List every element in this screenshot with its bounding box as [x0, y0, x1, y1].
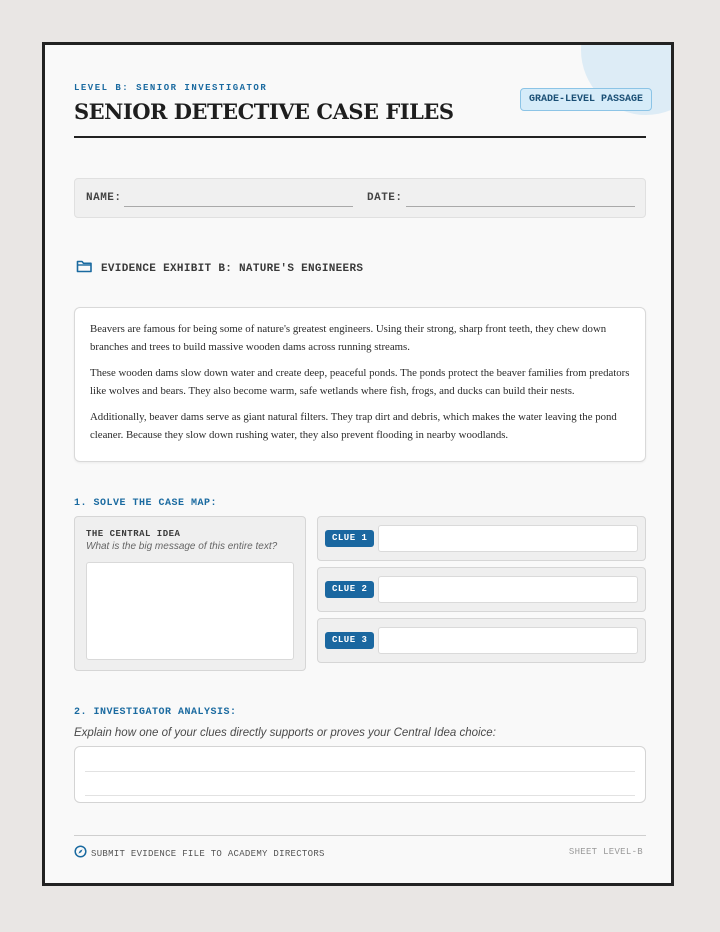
clue-card-1 [317, 516, 646, 561]
central-idea-answer-box[interactable] [86, 562, 294, 660]
analysis-answer-box[interactable] [74, 746, 646, 803]
date-label: DATE: [367, 192, 403, 204]
clue-tag: CLUE 1 [325, 530, 374, 547]
footer-divider [74, 835, 646, 836]
passage-paragraph: Beavers are famous for being some of nature's greatest engineers. Using their strong, sharp front teeth, they chew down branches and trees to build massive wooden dams across running streams. [90, 323, 607, 353]
exhibit-heading [76, 259, 363, 278]
writing-line [85, 795, 635, 796]
header-divider [74, 136, 646, 138]
passage-paragraph: These wooden dams slow down water and create deep, peaceful ponds. The ponds protect the beaver families from predators like wolves and bears. They also become warm, safe wetlands where fish, frogs, and ducks can build their nests. [90, 367, 630, 397]
clue-answer-box[interactable] [378, 525, 638, 552]
clue-tag: CLUE 3 [325, 632, 374, 649]
central-idea-card [74, 516, 306, 671]
clue-tag: CLUE 2 [325, 581, 374, 598]
writing-line [85, 771, 635, 772]
sheet-label: SHEET LEVEL-B [568, 847, 643, 857]
clue-card-2 [317, 567, 646, 612]
name-label: NAME: [86, 192, 122, 204]
footer-submit-text: SUBMIT EVIDENCE FILE TO ACADEMY DIRECTORS [91, 849, 325, 859]
grade-level-badge: GRADE-LEVEL PASSAGE [520, 88, 652, 111]
page-title: SENIOR DETECTIVE CASE FILES [74, 99, 454, 124]
footer-submit [74, 845, 325, 863]
clue-answer-box[interactable] [378, 576, 638, 603]
reading-passage [74, 307, 646, 462]
analysis-prompt: Explain how one of your clues directly supports or proves your Central Idea choice: [74, 727, 496, 739]
passage-paragraph: Additionally, beaver dams serve as giant natural filters. They trap dirt and debris, which makes the water leaving the pond cleaner. Because they slow down rushing water, they also prevent flooding in nearby woodlands. [90, 411, 617, 441]
central-idea-label: THE CENTRAL IDEA [86, 529, 181, 539]
folder-icon [76, 259, 93, 278]
name-field[interactable] [124, 206, 353, 207]
worksheet-page [42, 42, 674, 886]
name-date-box [74, 178, 646, 218]
central-idea-question: What is the big message of this entire text? [86, 541, 278, 552]
compass-icon [74, 845, 87, 863]
analysis-heading: 2. INVESTIGATOR ANALYSIS: [74, 707, 237, 718]
level-label: LEVEL B: SENIOR INVESTIGATOR [74, 83, 268, 93]
clue-answer-box[interactable] [378, 627, 638, 654]
clue-card-3 [317, 618, 646, 663]
case-map-heading: 1. SOLVE THE CASE MAP: [74, 498, 218, 509]
exhibit-title: EVIDENCE EXHIBIT B: NATURE'S ENGINEERS [101, 262, 364, 275]
date-field[interactable] [406, 206, 635, 207]
